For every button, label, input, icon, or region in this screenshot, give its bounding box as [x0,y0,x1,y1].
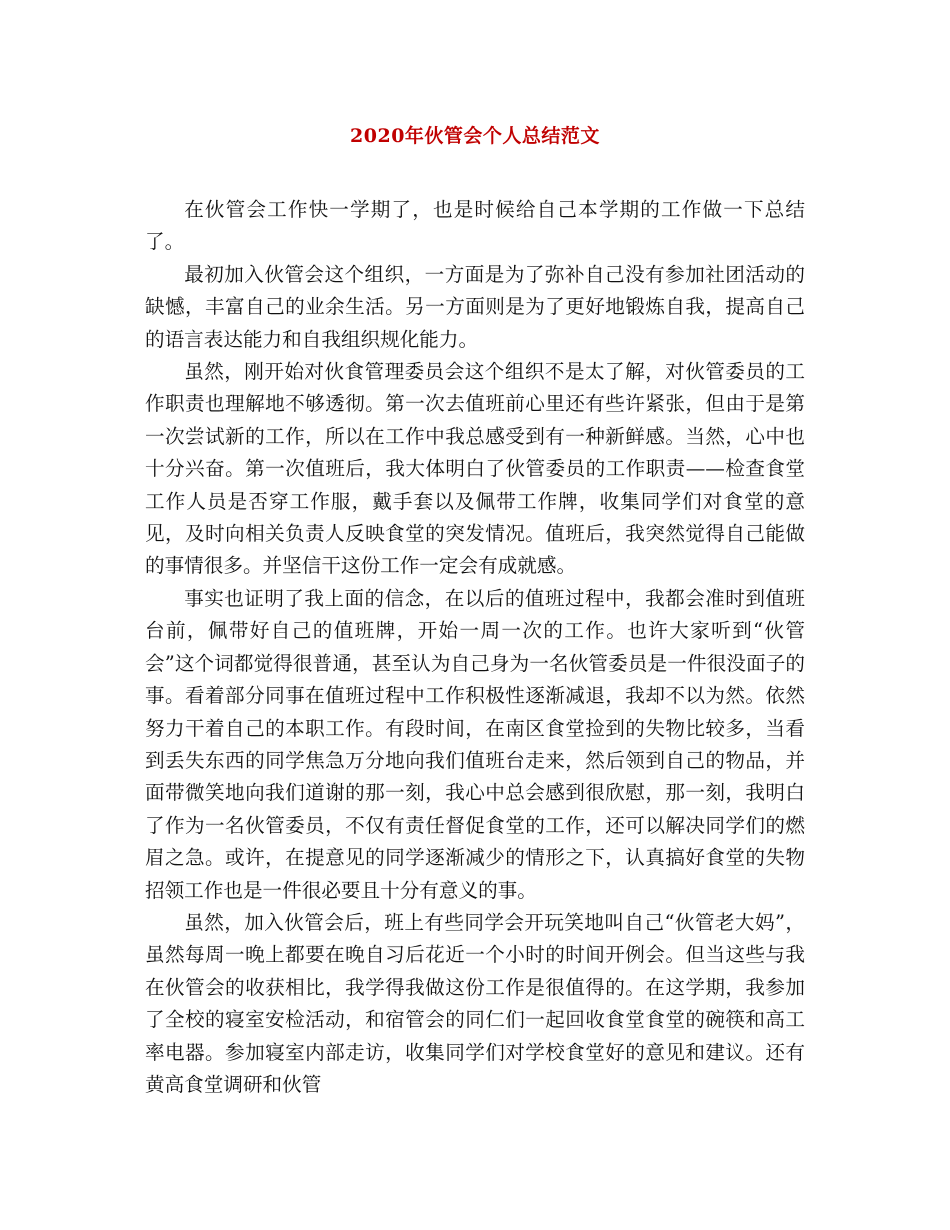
paragraph-2: 最初加入伙管会这个组织，一方面是为了弥补自己没有参加社团活动的缺憾，丰富自己的业余生活。另一方面则是为了更好地锻炼自我，提高自己的语言表达能力和自我组织规化能力。 [145,262,805,351]
document-body [145,194,805,1101]
document-title: 2020年伙管会个人总结范文 [350,125,600,147]
paragraph-5: 虽然，加入伙管会后，班上有些同学会开玩笑地叫自己“伙管老大妈”，虽然每周一晚上都要在晚自习后花近一个小时的时间开例会。但当这些与我在伙管会的收获相比，我学得我做这份工作是很值得的。在这学期，我参加了全校的寝室安检活动，和宿管会的同仁们一起回收食堂食堂的碗筷和高工率电器。参加寝室内部走访，收集同学们对学校食堂好的意见和建议。还有黄高食堂调研和伙管 [145,910,805,1096]
paragraph-1: 在伙管会工作快一学期了，也是时候给自己本学期的工作做一下总结了。 [145,198,805,254]
paragraph-3: 虽然，刚开始对伙食管理委员会这个组织不是太了解，对伙管委员的工作职责也理解地不够透彻。第一次去值班前心里还有些许紧张，但由于是第一次尝试新的工作，所以在工作中我总感受到有一种新鲜感。当然，心中也十分兴奋。第一次值班后，我大体明白了伙管委员的工作职责——检查食堂工作人员是否穿工作服，戴手套以及佩带工作牌，收集同学们对食堂的意见，及时向相关负责人反映食堂的突发情况。值班后，我突然觉得自己能做的事情很多。并坚信干这份工作一定会有成就感。 [145,360,805,578]
paragraph-4: 事实也证明了我上面的信念，在以后的值班过程中，我都会准时到值班台前，佩带好自己的值班牌，开始一周一次的工作。也许大家听到“伙管会”这个词都觉得很普通，甚至认为自己身为一名伙管委员是一件很没面子的事。看着部分同事在值班过程中工作积极性逐渐减退，我却不以为然。依然努力干着自己的本职工作。有段时间，在南区食堂捡到的失物比较多，当看到丢失东西的同学焦急万分地向我们值班台走来，然后领到自己的物品，并面带微笑地向我们道谢的那一刻，我心中总会感到很欣慰，那一刻，我明白了作为一名伙管委员，不仅有责任督促食堂的工作，还可以解决同学们的燃眉之急。或许，在提意见的同学逐渐减少的情形之下，认真搞好食堂的失物招领工作也是一件很必要且十分有意义的事。 [145,586,805,902]
